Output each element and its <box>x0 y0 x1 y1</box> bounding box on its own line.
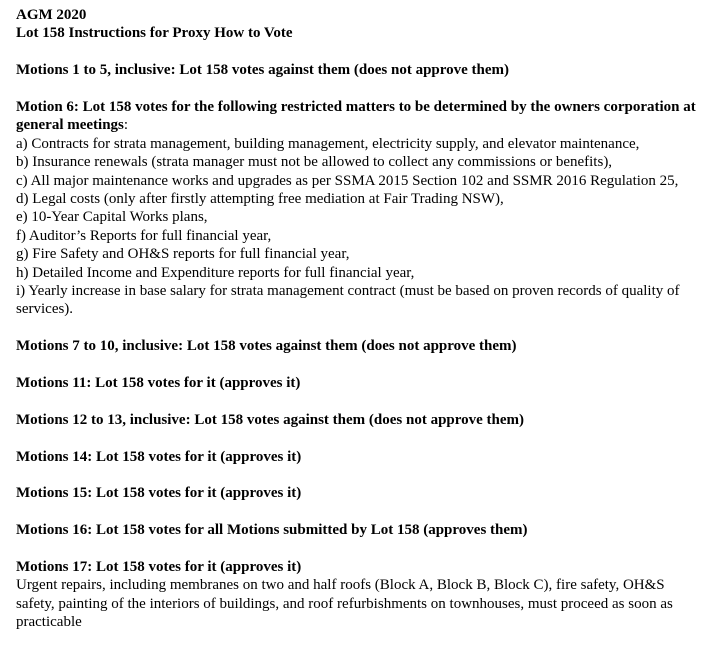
spacer <box>16 80 700 98</box>
motion-17: Motions 17: Lot 158 votes for it (approves it) <box>16 559 302 576</box>
list-item: c) All major maintenance works and upgrades as per SSMA 2015 Section 102 and SSMR 2016 Regulation 25, <box>16 172 679 189</box>
motion-7-10: Motions 7 to 10, inclusive: Lot 158 votes against them (does not approve them) <box>16 338 517 355</box>
list-item: b) Insurance renewals (strata manager must not be allowed to collect any commissions or benefits), <box>16 154 613 171</box>
list-item: d) Legal costs (only after firstly attempting free mediation at Fair Trading NSW), <box>16 191 504 208</box>
motion-16: Motions 16: Lot 158 votes for all Motions submitted by Lot 158 (approves them) <box>16 522 528 539</box>
list-item: f) Auditor’s Reports for full financial year, <box>16 227 272 244</box>
list-item: a) Contracts for strata management, building management, electricity supply, and elevator maintenance, <box>16 135 640 152</box>
motion-1-5: Motions 1 to 5, inclusive: Lot 158 votes against them (does not approve them) <box>16 62 510 79</box>
motion-11: Motions 11: Lot 158 votes for it (approves it) <box>16 375 301 392</box>
motion-6-heading-text: Motion 6: Lot 158 votes for the following restricted matters to be determined by the owners corporation at general meetings <box>16 99 696 134</box>
spacer <box>16 392 700 410</box>
spacer <box>16 466 700 484</box>
list-item: i) Yearly increase in base salary for strata management contract (must be based on proven records of quality of services). <box>16 283 680 318</box>
list-item: e) 10-Year Capital Works plans, <box>16 209 208 226</box>
motion-6-heading-colon: : <box>123 117 129 134</box>
spacer <box>16 43 700 61</box>
list-item: g) Fire Safety and OH&S reports for full financial year, <box>16 246 350 263</box>
document-subtitle: Lot 158 Instructions for Proxy How to Vote <box>16 25 293 42</box>
document-body <box>16 6 700 632</box>
motion-17-note: Urgent repairs, including membranes on two and half roofs (Block A, Block B, Block C), fire safety, OH&S safety, painting of the interiors of buildings, and roof refurbishments on townhouses, must proceed as soon as practicable <box>16 577 673 631</box>
document-title: AGM 2020 <box>16 7 87 23</box>
spacer <box>16 319 700 337</box>
spacer <box>16 540 700 558</box>
motion-12-13: Motions 12 to 13, inclusive: Lot 158 votes against them (does not approve them) <box>16 411 525 428</box>
spacer <box>16 356 700 374</box>
motion-6-list <box>16 135 700 319</box>
motion-15: Motions 15: Lot 158 votes for it (approves it) <box>16 485 302 502</box>
motion-6-heading <box>16 98 700 135</box>
spacer <box>16 429 700 447</box>
list-item: h) Detailed Income and Expenditure reports for full financial year, <box>16 264 415 281</box>
motion-14: Motions 14: Lot 158 votes for it (approves it) <box>16 448 302 465</box>
spacer <box>16 503 700 521</box>
